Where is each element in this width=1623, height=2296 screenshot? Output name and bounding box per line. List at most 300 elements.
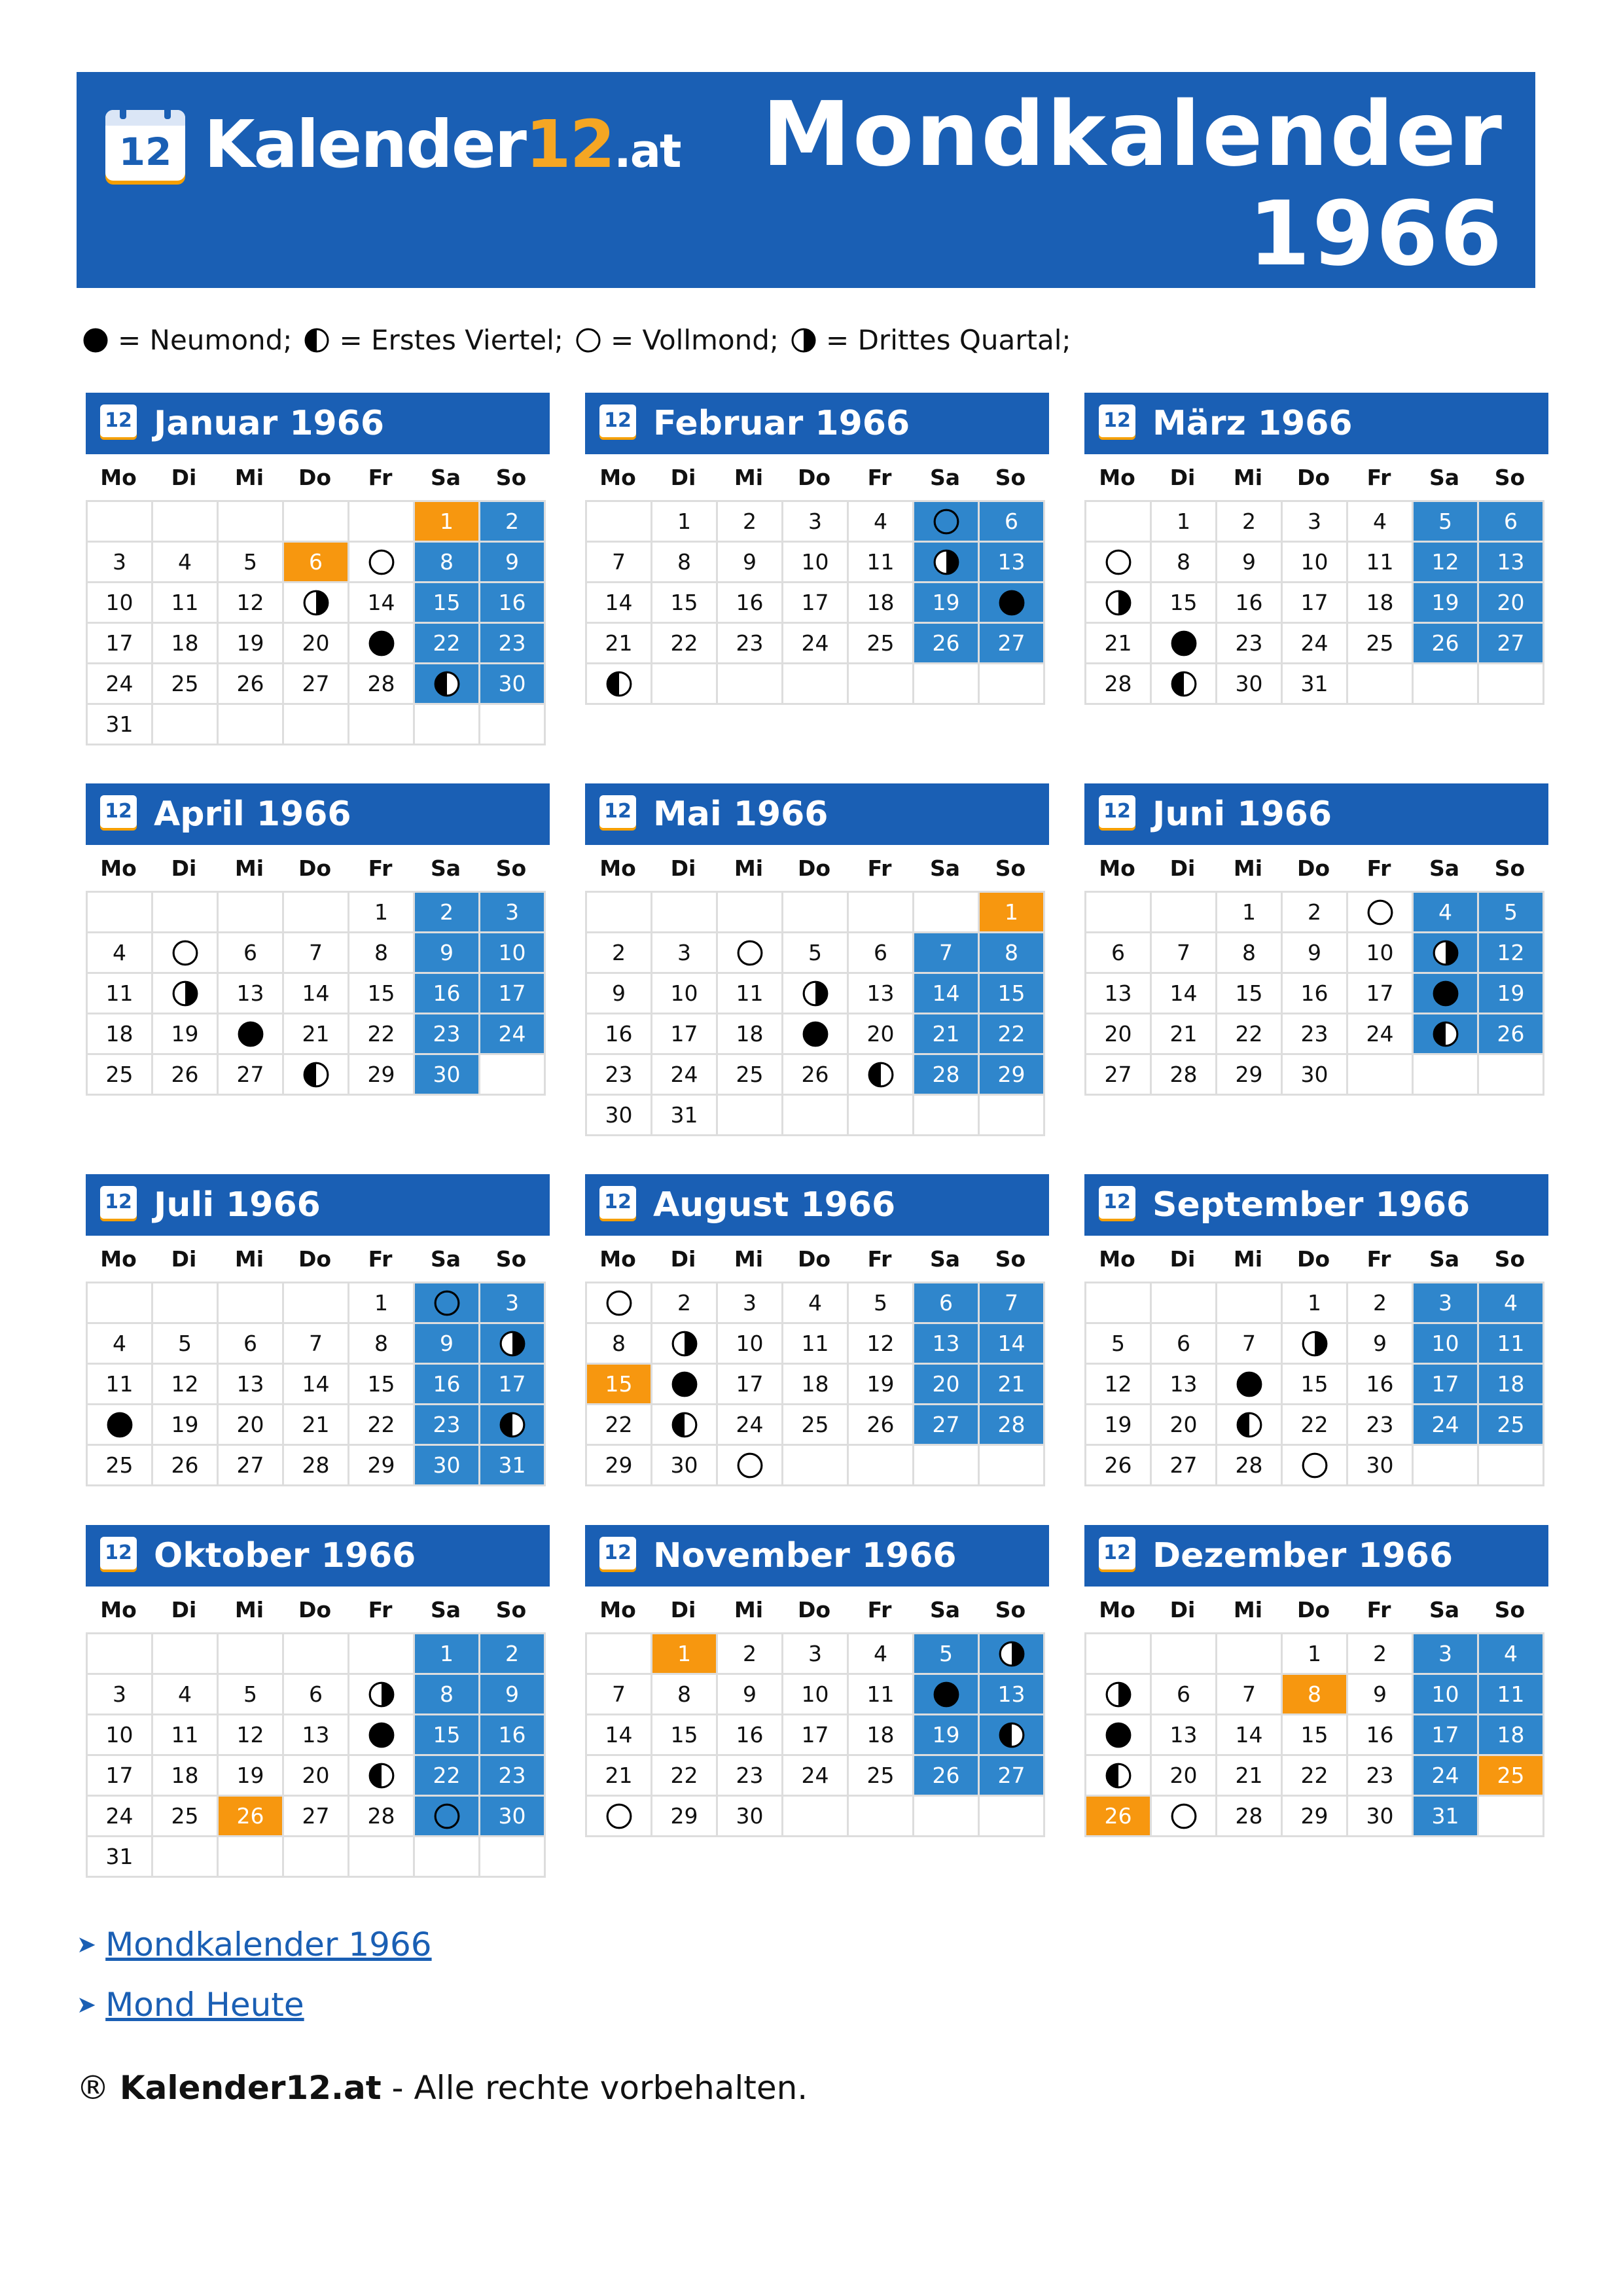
weekday-label: Mo [100, 855, 137, 881]
empty-day-cell [652, 893, 718, 933]
day-cell [652, 1096, 718, 1136]
day-cell [980, 1675, 1045, 1715]
day-cell [349, 1283, 415, 1324]
calendar-icon: 12 [599, 795, 636, 828]
day-cell [349, 1675, 415, 1715]
month-title: Juni 1966 [1152, 795, 1332, 834]
day-cell [718, 583, 783, 624]
first-quarter-icon [302, 1061, 330, 1088]
day-cell [1479, 583, 1544, 624]
last-quarter-icon [998, 1640, 1026, 1668]
day-number: 10 [801, 549, 829, 575]
day-cell [980, 893, 1045, 933]
new-moon-icon [106, 1411, 134, 1439]
weekday-header-row [86, 845, 550, 891]
day-cell [284, 1405, 349, 1446]
empty-day-cell [88, 1283, 153, 1324]
calendar-logo-icon [105, 110, 185, 181]
day-cell [88, 543, 153, 583]
empty-day-cell [718, 893, 783, 933]
day-cell [415, 893, 480, 933]
day-cell [718, 1634, 783, 1675]
day-cell [1479, 1675, 1544, 1715]
day-cell [849, 1365, 914, 1405]
day-cell [480, 583, 546, 624]
day-number: 29 [605, 1452, 633, 1478]
weekday-label: Mi [734, 464, 764, 490]
day-number: 5 [178, 1331, 192, 1356]
day-cell [980, 1365, 1045, 1405]
day-cell [480, 502, 546, 543]
empty-day-cell [849, 1446, 914, 1486]
day-cell [652, 1675, 718, 1715]
link-mond-heute[interactable] [77, 1975, 432, 2035]
weekday-label: Sa [430, 464, 461, 490]
day-cell [652, 933, 718, 974]
day-cell [1086, 1715, 1152, 1756]
day-number: 6 [309, 1681, 323, 1707]
empty-day-cell [284, 502, 349, 543]
day-grid [86, 891, 546, 1096]
day-number: 23 [736, 630, 764, 656]
empty-day-cell [980, 664, 1045, 705]
month-title: März 1966 [1152, 404, 1353, 443]
day-cell [480, 1446, 546, 1486]
day-cell [415, 1283, 480, 1324]
day-number: 4 [113, 1331, 126, 1356]
first-quarter-icon [867, 1061, 895, 1088]
day-cell [1414, 502, 1479, 543]
weekday-label: Do [1296, 855, 1330, 881]
day-number: 27 [997, 630, 1026, 656]
weekday-label: Mi [234, 1596, 264, 1623]
day-number: 4 [874, 1641, 887, 1666]
day-cell [587, 1446, 652, 1486]
day-number: 6 [1005, 509, 1018, 534]
day-cell [153, 1324, 219, 1365]
month-calendar [86, 1525, 550, 1878]
day-number: 29 [367, 1062, 395, 1087]
day-cell [1086, 1446, 1152, 1486]
day-number: 27 [997, 1763, 1026, 1788]
day-cell [1414, 893, 1479, 933]
empty-day-cell [219, 1837, 284, 1878]
day-cell [1414, 1405, 1479, 1446]
day-cell [284, 583, 349, 624]
day-number: 7 [612, 1681, 626, 1707]
day-cell [1152, 1797, 1217, 1837]
day-number: 1 [1005, 899, 1018, 925]
day-number: 4 [178, 549, 192, 575]
day-cell [1152, 933, 1217, 974]
day-cell [1086, 543, 1152, 583]
day-cell [1414, 1634, 1479, 1675]
empty-day-cell [1414, 1446, 1479, 1486]
day-number: 5 [243, 1681, 257, 1707]
day-cell [480, 1675, 546, 1715]
empty-day-cell [980, 1096, 1045, 1136]
month-title: Mai 1966 [653, 795, 829, 834]
day-cell [1348, 893, 1414, 933]
day-cell [783, 1324, 849, 1365]
day-number: 15 [367, 1371, 395, 1397]
weekday-header-row [1084, 845, 1548, 891]
day-number: 26 [801, 1062, 829, 1087]
day-cell [718, 1283, 783, 1324]
day-number: 17 [105, 630, 134, 656]
day-cell [1414, 1283, 1479, 1324]
empty-day-cell [587, 502, 652, 543]
day-number: 8 [677, 549, 691, 575]
day-number: 14 [302, 980, 330, 1006]
day-number: 23 [498, 1763, 526, 1788]
empty-day-cell [783, 1096, 849, 1136]
day-cell [652, 583, 718, 624]
page-header [77, 72, 1535, 288]
day-cell [284, 624, 349, 664]
day-number: 27 [236, 1062, 264, 1087]
day-number: 19 [1497, 980, 1525, 1006]
weekday-label: Sa [929, 1246, 961, 1272]
day-cell [1086, 1405, 1152, 1446]
day-number: 30 [670, 1452, 698, 1478]
day-number: 25 [171, 671, 199, 696]
day-cell [284, 1797, 349, 1837]
day-number: 7 [612, 549, 626, 575]
day-cell [587, 1283, 652, 1324]
day-cell [718, 624, 783, 664]
day-cell [1217, 1756, 1283, 1797]
day-cell [1479, 1014, 1544, 1055]
weekday-label: So [995, 1246, 1026, 1272]
weekday-label: So [1494, 1596, 1525, 1623]
day-number: 4 [1438, 899, 1452, 925]
day-cell [587, 1096, 652, 1136]
day-cell [1152, 1055, 1217, 1096]
day-cell [980, 624, 1045, 664]
day-cell [153, 933, 219, 974]
empty-day-cell [88, 502, 153, 543]
empty-day-cell [219, 705, 284, 745]
day-number: 21 [1169, 1021, 1198, 1047]
empty-day-cell [914, 1797, 980, 1837]
day-cell [652, 1446, 718, 1486]
day-cell [153, 1756, 219, 1797]
day-number: 12 [171, 1371, 199, 1397]
new-moon-icon [1236, 1371, 1263, 1398]
empty-day-cell [349, 705, 415, 745]
day-number: 4 [1504, 1290, 1518, 1316]
day-number: 11 [866, 1681, 895, 1707]
day-cell [480, 933, 546, 974]
day-cell [718, 1675, 783, 1715]
day-number: 14 [302, 1371, 330, 1397]
day-cell [349, 1014, 415, 1055]
day-number: 25 [1497, 1412, 1525, 1437]
weekday-label: Fr [867, 464, 892, 490]
day-number: 26 [171, 1452, 199, 1478]
day-number: 28 [1235, 1803, 1263, 1829]
day-cell [980, 502, 1045, 543]
weekday-header-row [86, 454, 550, 500]
day-cell [219, 1365, 284, 1405]
day-cell [652, 1756, 718, 1797]
day-number: 11 [736, 980, 764, 1006]
full-moon-icon [433, 1289, 461, 1317]
last-quarter-icon [499, 1330, 526, 1357]
logo-icon-number: 12 [118, 130, 172, 174]
day-number: 18 [801, 1371, 829, 1397]
day-number: 24 [801, 1763, 829, 1788]
empty-day-cell [652, 664, 718, 705]
day-cell [718, 1324, 783, 1365]
day-number: 22 [997, 1021, 1026, 1047]
day-number: 16 [1235, 590, 1263, 615]
legend-label: = Drittes Quartal; [826, 324, 1071, 356]
day-number: 21 [302, 1412, 330, 1437]
weekday-label: Di [670, 855, 696, 881]
day-cell [1479, 1283, 1544, 1324]
day-cell [88, 1446, 153, 1486]
month-title: Oktober 1966 [154, 1536, 416, 1575]
day-number: 15 [433, 590, 461, 615]
day-cell [783, 1675, 849, 1715]
day-number: 7 [939, 940, 953, 965]
month-calendar [585, 393, 1049, 705]
day-number: 31 [105, 711, 134, 737]
day-number: 22 [367, 1021, 395, 1047]
day-number: 21 [605, 1763, 633, 1788]
last-quarter-icon [1432, 939, 1459, 967]
day-number: 2 [505, 509, 519, 534]
day-cell [652, 543, 718, 583]
empty-day-cell [1414, 1055, 1479, 1096]
first-quarter-icon [605, 670, 633, 698]
day-cell [219, 933, 284, 974]
link-mondkalender[interactable] [77, 1914, 432, 1975]
day-number: 11 [801, 1331, 829, 1356]
calendar-icon: 12 [1099, 795, 1135, 828]
day-cell [1217, 583, 1283, 624]
day-number: 23 [1366, 1763, 1394, 1788]
day-number: 17 [498, 980, 526, 1006]
brand-logo[interactable]: Kalender12.at [204, 106, 681, 183]
day-cell [415, 1634, 480, 1675]
first-quarter-icon [1105, 1762, 1132, 1789]
day-cell [219, 664, 284, 705]
day-cell [587, 1365, 652, 1405]
day-cell [1479, 624, 1544, 664]
day-cell [219, 543, 284, 583]
day-number: 19 [932, 1722, 960, 1748]
day-number: 14 [367, 590, 395, 615]
weekday-label: Fr [368, 855, 393, 881]
weekday-label: Do [797, 855, 831, 881]
day-number: 2 [743, 509, 757, 534]
day-number: 13 [997, 549, 1026, 575]
day-cell [349, 583, 415, 624]
day-cell [88, 1675, 153, 1715]
weekday-label: Do [797, 464, 831, 490]
day-number: 29 [670, 1803, 698, 1829]
day-number: 22 [1300, 1763, 1329, 1788]
day-number: 10 [801, 1681, 829, 1707]
day-number: 8 [1177, 549, 1190, 575]
weekday-label: Mi [1233, 1596, 1263, 1623]
weekday-label: Mo [100, 1246, 137, 1272]
link-mond-heute-text[interactable]: Mond Heute [105, 1986, 304, 2024]
day-cell [1348, 1634, 1414, 1675]
day-cell [1217, 1365, 1283, 1405]
day-cell [849, 1405, 914, 1446]
weekday-label: Mi [234, 464, 264, 490]
day-cell [415, 1446, 480, 1486]
day-number: 28 [1169, 1062, 1198, 1087]
day-number: 1 [374, 899, 388, 925]
day-cell [1152, 1446, 1217, 1486]
day-number: 26 [1497, 1021, 1525, 1047]
day-cell [415, 1405, 480, 1446]
month-calendar [585, 1174, 1049, 1486]
day-cell [480, 543, 546, 583]
day-cell [1217, 1014, 1283, 1055]
weekday-label: Mo [599, 464, 636, 490]
day-number: 30 [736, 1803, 764, 1829]
legend-item-new [82, 321, 304, 360]
day-cell [219, 1446, 284, 1486]
day-number: 27 [932, 1412, 960, 1437]
weekday-label: Sa [1429, 1246, 1460, 1272]
day-number: 27 [302, 1803, 330, 1829]
day-cell [914, 502, 980, 543]
day-number: 12 [236, 1722, 264, 1748]
day-number: 9 [743, 549, 757, 575]
day-cell [652, 974, 718, 1014]
day-number: 11 [866, 549, 895, 575]
day-number: 16 [498, 1722, 526, 1748]
day-cell [153, 1446, 219, 1486]
day-number: 10 [1366, 940, 1394, 965]
day-number: 4 [178, 1681, 192, 1707]
day-number: 15 [670, 590, 698, 615]
weekday-header-row [86, 1236, 550, 1282]
empty-day-cell [914, 1446, 980, 1486]
day-number: 20 [1169, 1412, 1198, 1437]
day-cell [1414, 1675, 1479, 1715]
day-number: 20 [1497, 590, 1525, 615]
day-number: 4 [113, 940, 126, 965]
day-number: 12 [1431, 549, 1459, 575]
day-cell [587, 1055, 652, 1096]
day-cell [88, 1797, 153, 1837]
day-cell [88, 624, 153, 664]
month-title: Juli 1966 [154, 1185, 321, 1225]
day-number: 2 [612, 940, 626, 965]
day-number: 4 [874, 509, 887, 534]
day-cell [980, 1014, 1045, 1055]
day-number: 25 [105, 1452, 134, 1478]
day-cell [153, 543, 219, 583]
day-cell [1086, 1756, 1152, 1797]
day-number: 20 [1169, 1763, 1198, 1788]
day-number: 11 [1497, 1331, 1525, 1356]
day-number: 26 [236, 671, 264, 696]
empty-day-cell [1348, 1055, 1414, 1096]
day-cell [783, 1756, 849, 1797]
day-cell [849, 933, 914, 974]
day-cell [849, 974, 914, 1014]
day-number: 10 [1431, 1331, 1459, 1356]
day-number: 10 [1300, 549, 1329, 575]
day-number: 18 [1497, 1371, 1525, 1397]
link-mondkalender-text[interactable]: Mondkalender 1966 [105, 1926, 432, 1964]
day-number: 28 [367, 1803, 395, 1829]
day-cell [1283, 1324, 1348, 1365]
new-moon-icon [933, 1681, 960, 1708]
day-number: 17 [1366, 980, 1394, 1006]
month-header [1084, 393, 1548, 454]
day-cell [1283, 1405, 1348, 1446]
last-quarter-icon [368, 1681, 395, 1708]
weekday-label: Do [797, 1246, 831, 1272]
calendar-icon: 12 [1099, 404, 1135, 437]
new-moon-icon [82, 327, 109, 353]
day-cell [349, 933, 415, 974]
day-cell [718, 1055, 783, 1096]
day-number: 30 [433, 1062, 461, 1087]
day-cell [1152, 543, 1217, 583]
first-quarter-icon [1170, 670, 1198, 698]
day-cell [349, 1797, 415, 1837]
day-cell [219, 974, 284, 1014]
empty-day-cell [718, 664, 783, 705]
day-cell [1152, 1756, 1217, 1797]
day-cell [349, 1446, 415, 1486]
day-number: 26 [932, 630, 960, 656]
month-title: April 1966 [154, 795, 351, 834]
day-number: 18 [171, 1763, 199, 1788]
day-cell [1348, 624, 1414, 664]
day-cell [1086, 1324, 1152, 1365]
calendar-icon: 12 [1099, 1186, 1135, 1219]
day-cell [783, 502, 849, 543]
day-cell [1217, 624, 1283, 664]
day-number: 28 [302, 1452, 330, 1478]
day-number: 16 [1366, 1371, 1394, 1397]
day-cell [1283, 1055, 1348, 1096]
day-number: 17 [498, 1371, 526, 1397]
day-cell [849, 1014, 914, 1055]
day-cell [1217, 1715, 1283, 1756]
day-number: 30 [498, 1803, 526, 1829]
day-cell [718, 1365, 783, 1405]
weekday-label: So [995, 1596, 1026, 1623]
day-cell [849, 543, 914, 583]
day-number: 16 [736, 1722, 764, 1748]
day-number: 3 [1438, 1290, 1452, 1316]
empty-day-cell [415, 1837, 480, 1878]
day-cell [849, 1283, 914, 1324]
day-number: 13 [302, 1722, 330, 1748]
day-cell [587, 543, 652, 583]
weekday-label: Sa [929, 464, 961, 490]
day-cell [1479, 543, 1544, 583]
day-number: 28 [1104, 671, 1132, 696]
day-cell [652, 624, 718, 664]
day-number: 15 [670, 1722, 698, 1748]
day-number: 20 [236, 1412, 264, 1437]
day-cell [415, 1365, 480, 1405]
